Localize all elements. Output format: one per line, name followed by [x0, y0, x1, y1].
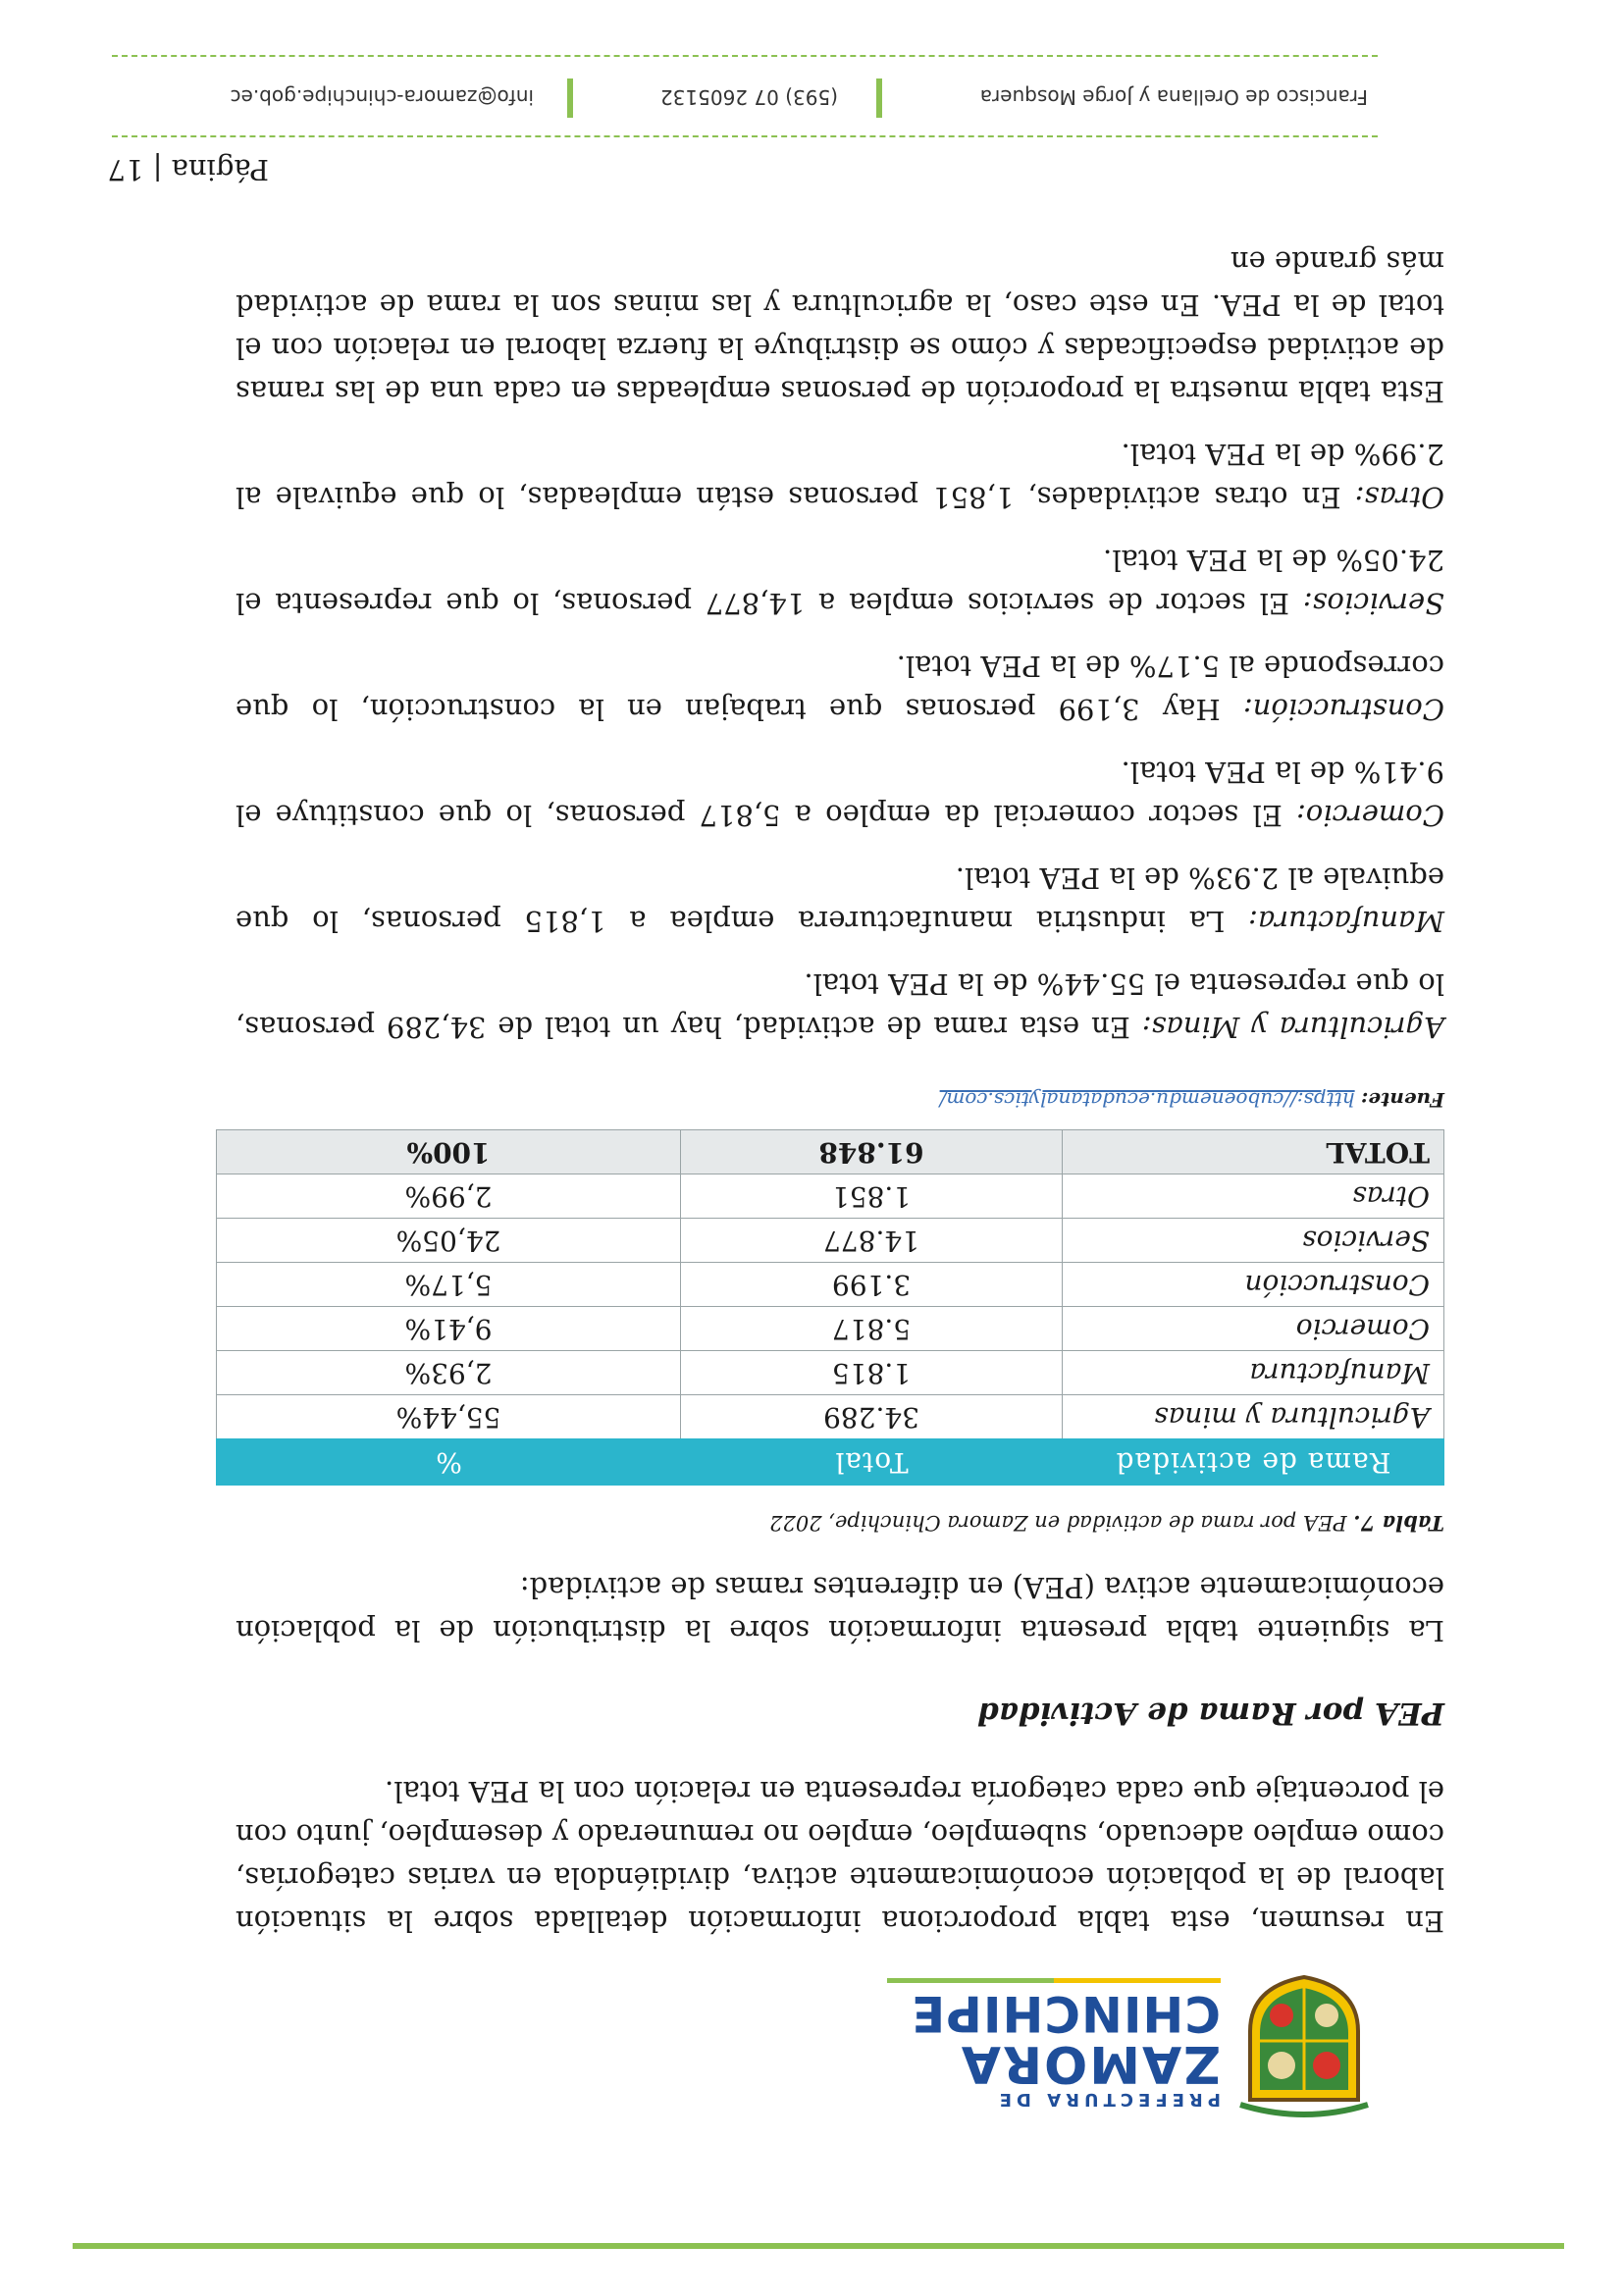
closing-paragraph: Esta tabla muestra la proporción de personas empleadas en cada una de las ramas de actividad especificadas y cómo se distribuye la fuerza laboral en relación con el total de la PEA. En este caso, la agricultura y las minas son la rama de actividad más grande en — [236, 245, 1444, 408]
cell-total: 14.877 — [681, 1219, 1063, 1263]
footer-email[interactable]: info@zamora-chinchipe.gob.ec — [230, 85, 534, 109]
source-link[interactable]: https://cuboenemdu.ecudatanalytics.com/ — [939, 1088, 1355, 1112]
page-content — [236, 207, 1444, 1943]
item-otras — [236, 433, 1444, 519]
header-percent: % — [217, 1439, 681, 1486]
item-text: En esta rama de actividad, hay un total de 34,289 personas, lo que representa el 55.44% de la PEA total. — [235, 967, 1444, 1044]
footer-phone: (593) 07 2605132 — [659, 85, 838, 109]
item-term: Servicios: — [1302, 587, 1444, 620]
item-text: En otras actividades, 1,851 personas están empleadas, lo que equivale al 2.99% de la PEA total. — [236, 438, 1444, 514]
cell-total: 34.289 — [681, 1395, 1063, 1439]
item-text: Hay 3,199 personas que trabajan en la construcción, lo que corresponde al 5.17% de la PEA total. — [236, 650, 1444, 726]
intro-paragraph: En resumen, esta tabla proporciona información detallada sobre la situación laboral de la población económicamente activa, dividiéndola en varias categorías, como empleo adecuado, subempleo, empleo no remunerado y desempleo, junto con el porcentaje que cada categoría representa en relación con la PEA total. — [236, 1775, 1444, 1938]
table-caption-label: Tabla 7. — [1353, 1511, 1444, 1536]
footer-separator — [876, 78, 882, 118]
item-manufactura — [236, 857, 1444, 943]
section-title: PEA por Rama de Actividad — [977, 1696, 1444, 1731]
table-row — [217, 1174, 1444, 1219]
footer-address: Francisco de Orellana y Jorge Mosquera — [979, 85, 1368, 109]
item-text: El sector de servicios emplea a 14,877 personas, lo que representa el 24.05% de la PEA total. — [236, 544, 1444, 620]
table-total-row — [217, 1130, 1444, 1174]
table-row — [217, 1219, 1444, 1263]
item-term: Construcción: — [1242, 693, 1444, 726]
cell-total-value: 61.848 — [681, 1130, 1063, 1174]
cell-percent: 5,17% — [217, 1263, 681, 1307]
cell-rama: Agricultura y minas — [1063, 1395, 1444, 1439]
item-text: La industria manufacturera emplea a 1,815 personas, lo que equivale al 2.93% de la PEA total. — [236, 861, 1444, 938]
cell-rama: Comercio — [1063, 1307, 1444, 1351]
footer-separator — [567, 78, 573, 118]
cell-percent: 55,44% — [217, 1395, 681, 1439]
cell-rama: Manufactura — [1063, 1351, 1444, 1395]
item-term: Agricultura y Minas: — [1141, 1011, 1444, 1044]
source-label: Fuente: — [1361, 1088, 1444, 1112]
logo-color-bar — [887, 1978, 1221, 1983]
table-row — [217, 1351, 1444, 1395]
table-source — [236, 1078, 1444, 1122]
page-number: Página | 17 — [107, 153, 269, 186]
item-term: Otras: — [1354, 481, 1444, 514]
cell-total: 5.817 — [681, 1307, 1063, 1351]
cell-percent: 9,41% — [217, 1307, 681, 1351]
table-row — [217, 1263, 1444, 1307]
prefectura-logo — [867, 1972, 1378, 2119]
cell-rama: Construcción — [1063, 1263, 1444, 1307]
logo-line-prefectura: PREFECTURA DE — [994, 2089, 1221, 2110]
cell-rama: Otras — [1063, 1174, 1444, 1219]
header-rama: Rama de actividad — [1063, 1439, 1444, 1486]
item-term: Comercio: — [1296, 799, 1444, 832]
cell-total: 1.815 — [681, 1351, 1063, 1395]
cell-percent: 24,05% — [217, 1219, 681, 1263]
item-term: Manufactura: — [1248, 905, 1444, 938]
logo-line-chinchipe: CHINCHIPE — [911, 1985, 1221, 2042]
section-intro-paragraph: La siguiente tabla presenta información sobre la distribución de la población económicamente activa (PEA) en diferentes ramas de actividad: — [236, 1571, 1444, 1647]
cell-rama: Servicios — [1063, 1219, 1444, 1263]
cell-percent: 2,93% — [217, 1351, 681, 1395]
top-green-rule — [73, 2243, 1564, 2249]
item-comercio — [236, 751, 1444, 837]
header-total: Total — [681, 1439, 1063, 1486]
logo-line-zamora: ZAMORA — [959, 2034, 1221, 2093]
item-construccion — [236, 645, 1444, 731]
cell-total: 3.199 — [681, 1263, 1063, 1307]
table-header-row — [217, 1439, 1444, 1486]
table-caption-text: PEA por rama de actividad en Zamora Chinchipe, 2022 — [769, 1511, 1347, 1535]
item-text: El sector comercial da empleo a 5,817 personas, lo que constituye el 9.41% de la PEA total. — [236, 756, 1444, 832]
coat-of-arms-icon — [1230, 1972, 1378, 2119]
cell-total: 1.851 — [681, 1174, 1063, 1219]
table-caption — [236, 1501, 1444, 1544]
cell-total-percent: 100% — [217, 1130, 681, 1174]
pea-table — [216, 1129, 1444, 1486]
cell-total-label: TOTAL — [1063, 1130, 1444, 1174]
table-row — [217, 1395, 1444, 1439]
cell-percent: 2,99% — [217, 1174, 681, 1219]
table-row — [217, 1307, 1444, 1351]
footer — [112, 55, 1378, 137]
item-agricultura — [236, 963, 1444, 1049]
item-servicios — [236, 539, 1444, 625]
